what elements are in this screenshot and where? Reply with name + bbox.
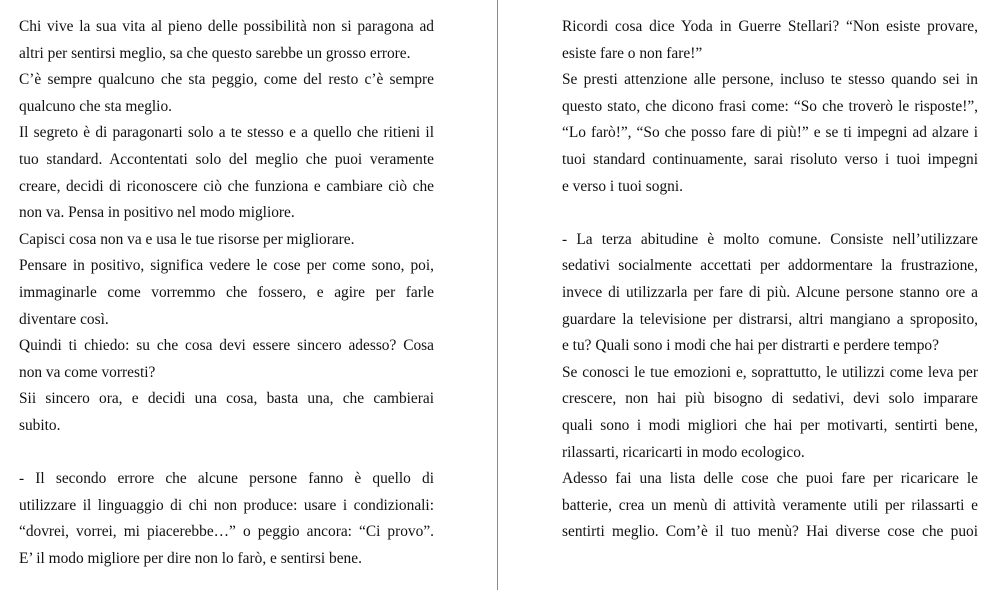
text-line: tuoi standard continuamente, sarai risoluto verso i tuoi impegni [562,150,978,168]
text-line: rilassarti, ricaricarti in modo ecologico. [562,443,805,461]
text-line: Adesso fai una lista delle cose che puoi fare per ricaricare le [562,470,978,488]
text-line: esiste fare o non fare!” [562,44,703,62]
text-line: Capisci cosa non va e usa le tue risorse per migliorare. [19,230,355,248]
text-line: Il segreto è di paragonarti solo a te stesso e a quello che ritieni il [19,124,434,142]
text-line: utilizzare il linguaggio di chi non produce: usare i condizionali: [19,496,434,514]
blank-line [562,200,978,227]
text-line: e tu? Quali sono i modi che hai per distrarti e perdere tempo? [562,337,939,355]
text-line: qualcuno che sta meglio. [19,97,173,115]
text-line: C’è sempre qualcuno che sta peggio, come del resto c’è sempre [19,71,434,89]
right-page [498,0,993,590]
text-line: crescere, non hai più bisogno di sedativi, devi solo imparare [562,390,978,408]
text-line: - La terza abitudine è molto comune. Consiste nell’utilizzare [562,230,978,248]
text-line: sentirti meglio. Com’è il tuo menù? Hai diverse cose che puoi [562,523,978,541]
text-line: E’ il modo migliore per dire non lo farò, e sentirsi bene. [19,549,362,567]
text-line: guardare la televisione per distrarsi, altri mangiano a sproposito, [562,310,978,328]
text-line: Sii sincero ora, e decidi una cosa, basta una, che cambierai [19,390,434,408]
blank-line [19,440,434,467]
text-line: batterie, crea un menù di attività veramente utili per rilassarti e [562,496,978,514]
text-line: Se conosci le tue emozioni e, soprattutto, le utilizzi come leva per [562,363,978,381]
left-page-text [19,14,434,572]
text-line: Ricordi cosa dice Yoda in Guerre Stellari? “Non esiste provare, [562,18,978,35]
text-line: Pensare in positivo, significa vedere le cose per come sono, poi, [19,257,434,275]
text-line: Chi vive la sua vita al pieno delle possibilità non si paragona ad [19,18,434,35]
text-line: altri per sentirsi meglio, sa che questo sarebbe un grosso errore. [19,44,411,62]
text-line: questo stato, che dicono frasi come: “So che troverò le risposte!”, [562,97,978,115]
text-line: Quindi ti chiedo: su che cosa devi essere sincero adesso? Cosa [19,337,434,355]
text-line: e verso i tuoi sogni. [562,177,683,195]
text-line: “dovrei, vorrei, mi piacerebbe…” o peggio ancora: “Ci provo”. [19,523,434,541]
text-line: invece di utilizzarla per fare di più. Alcune persone stanno ore a [562,283,978,301]
text-line: quali sono i modi migliori che hai per motivarti, sentirti bene, [562,416,978,434]
text-line: “Lo farò!”, “So che posso fare di più!” e se ti impegni ad alzare i [562,124,978,142]
text-line: immaginarle come vorremmo che fossero, e agire per farle [19,283,434,301]
right-page-text [562,14,978,546]
text-line: subito. [19,416,61,434]
text-line: Se presti attenzione alle persone, incluso te stesso quando sei in [562,71,978,89]
text-line: sedativi socialmente accettati per addormentare la frustrazione, [562,257,978,275]
text-line: non va. Pensa in positivo nel modo migliore. [19,204,295,222]
text-line: diventare così. [19,310,109,328]
text-line: tuo standard. Accontentati solo del meglio che puoi veramente [19,150,434,168]
text-line: creare, decidi di riconoscere ciò che funziona e cambiare ciò che [19,177,434,195]
text-line: - Il secondo errore che alcune persone fanno è quello di [19,470,434,488]
text-line: non va come vorresti? [19,363,156,381]
